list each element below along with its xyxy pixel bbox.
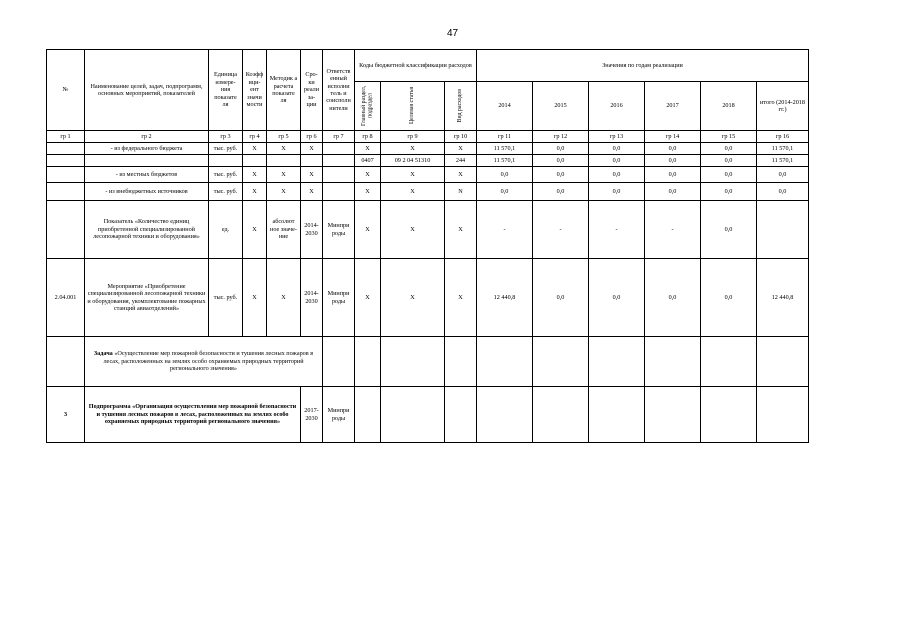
row-unit: тыс. руб. (209, 167, 243, 183)
row-terms: 2014-2030 (301, 259, 323, 337)
row-value: 0,0 (533, 155, 589, 167)
table-row (47, 201, 809, 259)
header-unit: Единица измере-ния показате ля (209, 50, 243, 131)
col-number: гр 4 (243, 131, 267, 143)
row-coef: X (243, 143, 267, 155)
row-total: 0,0 (757, 183, 809, 201)
row-total: 12 440,8 (757, 259, 809, 337)
col-number: гр 9 (381, 131, 445, 143)
row-code-type: X (445, 201, 477, 259)
header-codes: Коды бюджетной классификации расходов (355, 50, 477, 82)
col-number: гр 7 (323, 131, 355, 143)
row-terms: X (301, 143, 323, 155)
row-value: 0,0 (533, 183, 589, 201)
row-code-target: X (381, 167, 445, 183)
col-number: гр 3 (209, 131, 243, 143)
row-resp: Минпри роды (323, 387, 355, 443)
row-value: 0,0 (533, 167, 589, 183)
row-code-target: 09 2 04 51310 (381, 155, 445, 167)
row-code-razdel: X (355, 201, 381, 259)
header-code-razdel: Главный раздел, подраздел (355, 82, 381, 131)
page-number: 47 (446, 28, 459, 39)
row-method: абсолют ное значе-ние (267, 201, 301, 259)
row-value: 0,0 (645, 259, 701, 337)
col-number: гр 8 (355, 131, 381, 143)
col-number: гр 14 (645, 131, 701, 143)
task-name: «Осуществление мер пожарной безопасности и тушения лесных пожаров в лесах, расположенных на землях особо охраняемых природных территорий регионального значения» (103, 350, 314, 373)
row-code-razdel: X (355, 183, 381, 201)
col-number: гр 5 (267, 131, 301, 143)
row-value: 0,0 (701, 143, 757, 155)
row-value: 0,0 (533, 259, 589, 337)
row-value: 0,0 (589, 259, 645, 337)
col-number: гр 15 (701, 131, 757, 143)
header-method: Методик а расчета показате ля (267, 50, 301, 131)
row-no: 2.04.001 (47, 259, 85, 337)
row-value: 12 440,8 (477, 259, 533, 337)
col-number: гр 6 (301, 131, 323, 143)
row-value: 11 570,1 (477, 155, 533, 167)
row-code-type: X (445, 259, 477, 337)
task-text (85, 337, 323, 387)
row-total: 0,0 (757, 167, 809, 183)
row-code-type: X (445, 143, 477, 155)
header-no: № (47, 50, 85, 131)
table-row (47, 143, 809, 155)
row-value: 0,0 (645, 155, 701, 167)
header-total: итого (2014-2018 гг.) (757, 82, 809, 131)
row-name: - из внебюджетных источников (85, 183, 209, 201)
header-code-target: Целевая статья (381, 82, 445, 131)
table-row (47, 167, 809, 183)
row-value: - (477, 201, 533, 259)
row-value: 11 570,1 (477, 143, 533, 155)
row-value: 0,0 (701, 183, 757, 201)
row-resp: Минпри роды (323, 201, 355, 259)
row-value: 0,0 (645, 167, 701, 183)
table-row (47, 183, 809, 201)
row-value: 0,0 (589, 155, 645, 167)
row-code-target: X (381, 183, 445, 201)
row-coef: X (243, 167, 267, 183)
row-total: 11 570,1 (757, 155, 809, 167)
subprogram-name: Подпрограмма «Организация осуществления мер пожарной безопасности и тушения лесных пожаров в лесах, расположенных на землях особо охраняемых природных территорий регионального значения» (85, 387, 301, 443)
col-number: гр 10 (445, 131, 477, 143)
row-value: 0,0 (645, 183, 701, 201)
header-coef: Коэфф ици-ент значи мости (243, 50, 267, 131)
row-value: 0,0 (589, 143, 645, 155)
table-row (47, 337, 809, 387)
row-unit: тыс. руб. (209, 259, 243, 337)
row-terms: X (301, 167, 323, 183)
row-value: 0,0 (701, 167, 757, 183)
row-value: 0,0 (701, 201, 757, 259)
row-value: - (533, 201, 589, 259)
row-code-type: N (445, 183, 477, 201)
row-name: - из федерального бюджета (85, 143, 209, 155)
row-value: 0,0 (589, 167, 645, 183)
row-method: X (267, 259, 301, 337)
row-code-razdel: X (355, 167, 381, 183)
table-row (47, 387, 809, 443)
row-value: - (645, 201, 701, 259)
col-number: гр 13 (589, 131, 645, 143)
row-method: X (267, 143, 301, 155)
header-resp: Ответств енный исполни тель и соисполн нители (323, 50, 355, 131)
header-row-1 (47, 50, 809, 82)
row-code-target: X (381, 201, 445, 259)
row-code-type: 244 (445, 155, 477, 167)
header-year: 2016 (589, 82, 645, 131)
program-table (46, 49, 809, 443)
row-name: Показатель «Количество единиц приобретенной специализированной лесопожарной техники и оборудования» (85, 201, 209, 259)
row-value: 0,0 (477, 183, 533, 201)
row-code-target: X (381, 143, 445, 155)
header-values-title: Значения по годам реализации (477, 50, 809, 82)
row-code-razdel: X (355, 143, 381, 155)
row-method: X (267, 183, 301, 201)
task-label: Задача (93, 350, 113, 358)
header-year: 2015 (533, 82, 589, 131)
header-name: Наименование целей, задач, подпрограмм, основных мероприятий, показателей (85, 50, 209, 131)
col-number: гр 2 (85, 131, 209, 143)
header-year: 2018 (701, 82, 757, 131)
row-total (757, 201, 809, 259)
table-row (47, 259, 809, 337)
header-year: 2014 (477, 82, 533, 131)
row-value: 0,0 (645, 143, 701, 155)
col-number: гр 12 (533, 131, 589, 143)
row-coef: X (243, 201, 267, 259)
row-unit: тыс. руб. (209, 183, 243, 201)
header-code-type: Вид расходов (445, 82, 477, 131)
row-unit: ед. (209, 201, 243, 259)
row-code-razdel: X (355, 259, 381, 337)
row-coef: X (243, 259, 267, 337)
row-method: X (267, 167, 301, 183)
col-number: гр 1 (47, 131, 85, 143)
row-value: 0,0 (701, 155, 757, 167)
row-code-razdel: 0407 (355, 155, 381, 167)
col-number: гр 11 (477, 131, 533, 143)
row-value: - (589, 201, 645, 259)
row-terms: 2014-2030 (301, 201, 323, 259)
row-name: Мероприятие «Приобретение специализированной лесопожарной техники и оборудования, укомплектование пожарных станций авиаотделений» (85, 259, 209, 337)
row-terms: 2017-2030 (301, 387, 323, 443)
table-row (47, 155, 809, 167)
header-year: 2017 (645, 82, 701, 131)
row-unit: тыс. руб. (209, 143, 243, 155)
row-code-type: X (445, 167, 477, 183)
row-value: 0,0 (589, 183, 645, 201)
row-value: 0,0 (477, 167, 533, 183)
header-terms: Сро-ки реали за-ции (301, 50, 323, 131)
row-no: 3 (47, 387, 85, 443)
row-coef: X (243, 183, 267, 201)
row-total: 11 570,1 (757, 143, 809, 155)
column-numbers-row (47, 131, 809, 143)
row-value: 0,0 (533, 143, 589, 155)
col-number: гр 16 (757, 131, 809, 143)
row-value: 0,0 (701, 259, 757, 337)
row-code-target: X (381, 259, 445, 337)
row-name: - из местных бюджетов (85, 167, 209, 183)
row-terms: X (301, 183, 323, 201)
row-resp: Минпри роды (323, 259, 355, 337)
